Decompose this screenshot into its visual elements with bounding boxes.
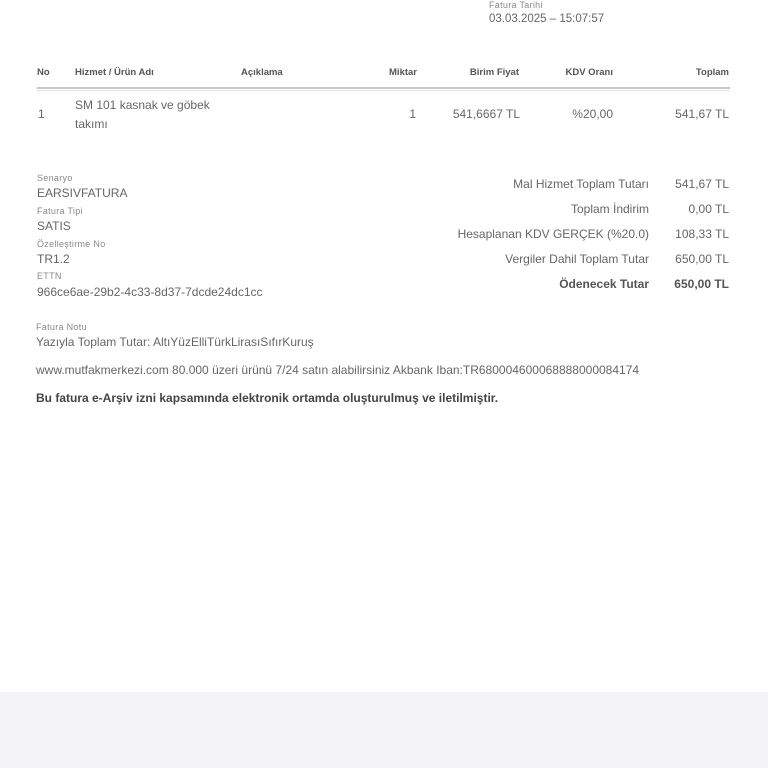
invoice-note-text: Yazıyla Toplam Tutar: AltıYüzElliTürkLirasıSıfırKuruş: [36, 335, 314, 349]
discount-total-value: 0,00 TL: [688, 202, 729, 216]
ettn-value: 966ce6ae-29b2-4c33-8d37-7dcde24dc1cc: [37, 285, 263, 299]
row-total: 541,67 TL: [675, 107, 729, 121]
invoice-type-value: SATIS: [37, 219, 71, 233]
payable-amount-label: Ödenecek Tutar: [559, 277, 649, 291]
goods-total-label: Mal Hizmet Toplam Tutarı: [513, 177, 649, 191]
discount-total-label: Toplam İndirim: [570, 202, 649, 216]
legal-notice: Bu fatura e-Arşiv izni kapsamında elektronik ortamda oluşturulmuş ve iletilmiştir.: [36, 391, 499, 405]
row-unit-price: 541,6667 TL: [452, 107, 520, 121]
vat-total-label: Hesaplanan KDV GERÇEK (%20.0): [457, 227, 649, 241]
row-item-name: [75, 96, 225, 133]
viewer-background: [0, 692, 768, 768]
scenario-value: EARSIVFATURA: [37, 186, 128, 200]
table-header-divider: [37, 87, 730, 89]
customization-no-label: Özelleştirme No: [37, 239, 106, 249]
tax-inclusive-total-label: Vergiler Dahil Toplam Tutar: [505, 252, 649, 266]
column-header-item: Hizmet / Ürün Adı: [75, 67, 154, 78]
row-no: 1: [38, 107, 45, 121]
goods-total-value: 541,67 TL: [675, 177, 729, 191]
invoice-date-label: Fatura Tarihi: [489, 0, 543, 10]
row-vat-rate: %20,00: [572, 107, 613, 121]
scenario-label: Senaryo: [37, 173, 73, 183]
customization-no-value: TR1.2: [37, 252, 70, 266]
row-quantity: 1: [409, 107, 416, 121]
column-header-vat-rate: KDV Oranı: [565, 67, 613, 78]
column-header-no: No: [37, 67, 50, 78]
row-item-name-line1: SM 101 kasnak ve göbek: [75, 98, 210, 112]
column-header-description: Açıklama: [241, 67, 283, 78]
invoice-date-value: 03.03.2025 – 15:07:57: [489, 13, 605, 25]
vat-total-value: 108,33 TL: [675, 227, 729, 241]
invoice-note-label: Fatura Notu: [36, 322, 87, 332]
payable-amount-value: 650,00 TL: [674, 277, 729, 291]
column-header-unit-price: Birim Fiyat: [469, 67, 519, 78]
ettn-label: ETTN: [37, 271, 62, 281]
column-header-total: Toplam: [695, 67, 729, 78]
invoice-type-label: Fatura Tipi: [37, 206, 83, 216]
promo-text: www.mutfakmerkezi.com 80.000 üzeri ürünü 7/24 satın alabilirsiniz Akbank Iban:TR680004600068888000084174: [36, 363, 640, 377]
row-item-name-line2: takımı: [75, 116, 108, 131]
column-header-quantity: Miktar: [389, 67, 417, 78]
table-header-divider-shadow: [37, 90, 730, 91]
tax-inclusive-total-value: 650,00 TL: [675, 252, 729, 266]
